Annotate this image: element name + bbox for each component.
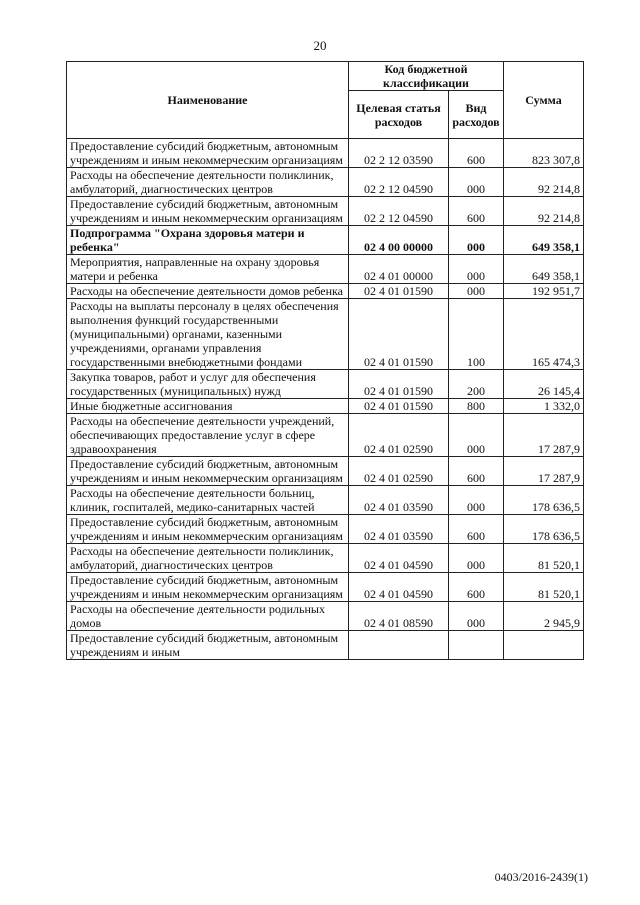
document-code: 0403/2016-2439(1) [494,870,588,884]
row-amount: 649 358,1 [504,226,584,255]
row-target-article: 02 4 01 04590 [349,573,449,602]
row-amount: 192 951,7 [504,284,584,299]
row-target-article: 02 4 01 02590 [349,414,449,457]
row-expense-kind: 000 [449,414,504,457]
row-amount: 17 287,9 [504,414,584,457]
row-expense-kind: 000 [449,226,504,255]
row-target-article: 02 2 12 03590 [349,139,449,168]
table-row [67,299,584,370]
table-row [67,226,584,255]
row-target-article: 02 4 01 01590 [349,370,449,399]
row-name: Предоставление субсидий бюджетным, автономным учреждениям и иным некоммерческим организациям [67,139,349,168]
row-name: Расходы на обеспечение деятельности поликлиник, амбулаторий, диагностических центров [67,544,349,573]
row-expense-kind: 600 [449,197,504,226]
row-name: Предоставление субсидий бюджетным, автономным учреждениям и иным некоммерческим организациям [67,573,349,602]
row-expense-kind: 600 [449,573,504,602]
row-expense-kind: 100 [449,299,504,370]
row-target-article: 02 4 00 00000 [349,226,449,255]
row-target-article: 02 4 01 00000 [349,255,449,284]
row-target-article: 02 4 01 04590 [349,544,449,573]
table-row [67,573,584,602]
table-row [67,370,584,399]
header-expense-kind: Вид расходов [449,91,504,139]
budget-table [66,61,584,660]
row-amount [504,631,584,660]
row-expense-kind: 000 [449,544,504,573]
row-name: Предоставление субсидий бюджетным, автономным учреждениям и иным [67,631,349,660]
row-amount: 823 307,8 [504,139,584,168]
table-row [67,139,584,168]
row-expense-kind: 000 [449,284,504,299]
table-row [67,602,584,631]
row-expense-kind [449,631,504,660]
row-amount: 649 358,1 [504,255,584,284]
row-expense-kind: 000 [449,255,504,284]
row-amount: 92 214,8 [504,168,584,197]
table-row [67,457,584,486]
row-name: Иные бюджетные ассигнования [67,399,349,414]
row-amount: 92 214,8 [504,197,584,226]
row-amount: 178 636,5 [504,486,584,515]
table-row [67,515,584,544]
header-classification: Код бюджетной классификации [349,62,504,91]
row-name: Предоставление субсидий бюджетным, автономным учреждениям и иным некоммерческим организациям [67,457,349,486]
table-row [67,544,584,573]
row-target-article: 02 4 01 03590 [349,515,449,544]
row-name: Расходы на обеспечение деятельности родильных домов [67,602,349,631]
row-amount: 165 474,3 [504,299,584,370]
row-expense-kind: 000 [449,168,504,197]
row-name: Расходы на выплаты персоналу в целях обеспечения выполнения функций государственными (муниципальными) органами, казенными учреждениями, органами управления государственными внебюджетными фондами [67,299,349,370]
header-amount: Сумма [504,62,584,139]
row-amount: 26 145,4 [504,370,584,399]
table-row [67,414,584,457]
row-name: Расходы на обеспечение деятельности больниц, клиник, госпиталей, медико-санитарных частей [67,486,349,515]
row-expense-kind: 200 [449,370,504,399]
row-amount: 81 520,1 [504,573,584,602]
row-name: Расходы на обеспечение деятельности поликлиник, амбулаторий, диагностических центров [67,168,349,197]
table-row [67,255,584,284]
table-header [67,62,584,139]
row-target-article: 02 4 01 02590 [349,457,449,486]
row-expense-kind: 600 [449,457,504,486]
row-amount: 178 636,5 [504,515,584,544]
table-row [67,486,584,515]
row-amount: 1 332,0 [504,399,584,414]
row-name: Мероприятия, направленные на охрану здоровья матери и ребенка [67,255,349,284]
row-target-article: 02 2 12 04590 [349,168,449,197]
row-expense-kind: 000 [449,602,504,631]
row-expense-kind: 600 [449,515,504,544]
table-row [67,399,584,414]
table-body [67,139,584,660]
table-row [67,631,584,660]
row-target-article: 02 4 01 01590 [349,299,449,370]
header-target-article: Целевая статья расходов [349,91,449,139]
row-expense-kind: 600 [449,139,504,168]
table-row [67,168,584,197]
row-expense-kind: 000 [449,486,504,515]
header-name: Наименование [67,62,349,139]
row-name: Подпрограмма "Охрана здоровья матери и ребенка" [67,226,349,255]
row-name: Закупка товаров, работ и услуг для обеспечения государственных (муниципальных) нужд [67,370,349,399]
row-amount: 2 945,9 [504,602,584,631]
row-target-article: 02 2 12 04590 [349,197,449,226]
row-target-article: 02 4 01 08590 [349,602,449,631]
row-name: Расходы на обеспечение деятельности учреждений, обеспечивающих предоставление услуг в сфере здравоохранения [67,414,349,457]
row-name: Расходы на обеспечение деятельности домов ребенка [67,284,349,299]
row-target-article: 02 4 01 01590 [349,284,449,299]
row-amount: 17 287,9 [504,457,584,486]
row-target-article: 02 4 01 01590 [349,399,449,414]
row-name: Предоставление субсидий бюджетным, автономным учреждениям и иным некоммерческим организациям [67,515,349,544]
page-number: 20 [313,38,327,53]
row-expense-kind: 800 [449,399,504,414]
table-row [67,284,584,299]
row-name: Предоставление субсидий бюджетным, автономным учреждениям и иным некоммерческим организациям [67,197,349,226]
table-row [67,197,584,226]
row-target-article: 02 4 01 03590 [349,486,449,515]
row-target-article [349,631,449,660]
row-amount: 81 520,1 [504,544,584,573]
